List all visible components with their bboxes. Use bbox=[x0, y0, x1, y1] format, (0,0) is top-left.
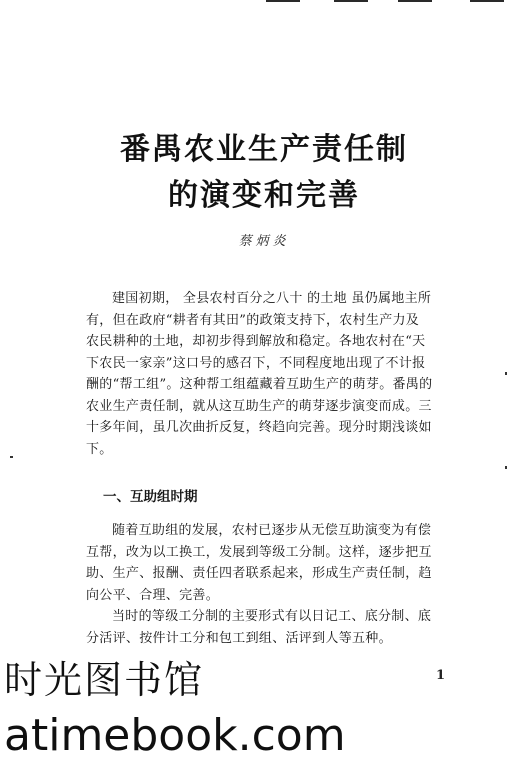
text-line: 有，但在政府“耕者有其田”的政策支持下，农村生产力及 bbox=[86, 312, 420, 328]
watermark-chinese: 时光图书馆 bbox=[4, 658, 205, 702]
page-number: 1 bbox=[436, 668, 446, 683]
scan-top-rule bbox=[470, 0, 504, 2]
intro-paragraph bbox=[86, 288, 436, 460]
section-paragraph bbox=[86, 520, 436, 649]
author-name: 蔡炳炎 bbox=[238, 234, 290, 249]
document-title-line-1: 番禺农业生产责任制 bbox=[120, 132, 408, 167]
text-line: 农民耕种的土地，却初步得到解放和稳定。各地农村在“天 bbox=[86, 334, 426, 349]
scan-top-rule bbox=[266, 0, 300, 2]
text-line: 十多年间，虽几次曲折反复，终趋向完善。现分时期浅谈如 bbox=[86, 420, 432, 435]
text-line: 随着互助组的发展，农村已逐步从无偿互助演变为有偿 bbox=[112, 523, 432, 538]
scan-top-rule bbox=[398, 0, 432, 2]
section-heading: 一、互助组时期 bbox=[103, 489, 198, 505]
text-line: 建国初期， 全县农村百分之八十 的土地 虽仍属地主所 bbox=[112, 291, 432, 306]
text-line: 助、生产、报酬、责任四者联系起来，形成生产责任制，趋 bbox=[86, 566, 432, 581]
text-line: 下。 bbox=[86, 441, 113, 457]
text-line: 当时的等级工分制的主要形式有以日记工、底分制、底 bbox=[112, 609, 432, 624]
text-line: 下农民一家亲”这口号的感召下，不同程度地出现了不计报 bbox=[86, 355, 426, 371]
text-line: 互帮，改为以工换工，发展到等级工分制。这样，逐步把互 bbox=[86, 544, 432, 560]
text-line: 分活评、按件计工分和包工到组、活评到人等五种。 bbox=[86, 630, 392, 646]
scan-speck bbox=[505, 466, 507, 469]
text-line: 向公平、合理、完善。 bbox=[86, 587, 220, 603]
text-line: 农业生产责任制，就从这互助生产的萌芽逐步演变而成。三 bbox=[86, 398, 432, 414]
scan-speck bbox=[505, 372, 507, 375]
text-line: 酬的“帮工组”。这种帮工组蕴藏着互助生产的萌芽。番禺的 bbox=[86, 377, 433, 392]
scan-speck bbox=[10, 456, 13, 458]
watermark-url: atimebook.com bbox=[4, 710, 346, 761]
scan-top-rule bbox=[334, 0, 368, 2]
document-title-line-2: 的演变和完善 bbox=[168, 178, 360, 213]
